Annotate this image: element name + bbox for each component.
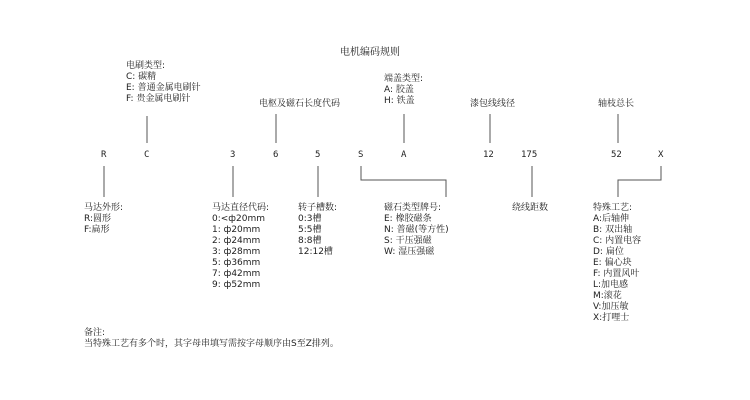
brush-type-heading: 电刷类型: [126,61,166,71]
special-process-heading: 特殊工艺: [593,203,633,213]
code-char-winding-pitch: 175 [521,150,538,160]
motor-diameter-heading: 马达直径代码: [212,203,270,213]
notes-block [84,328,339,350]
motor-shape-item: R:圆形 [84,214,112,224]
magnet-grade-item: S: 干压强磁 [384,236,432,246]
motor-diameter-item: 5: ф36mm [212,258,261,268]
motor-shape-heading: 马达外形: [84,203,124,213]
rotor-slots-block [298,203,337,258]
special-process-item: A:后轴伸 [593,214,630,224]
motor-diameter-item: 2: ф24mm [212,236,261,246]
notes-heading: 备注: [84,328,106,338]
magnet-grade-block [384,203,449,258]
rotor-slots-item: 12:12槽 [298,247,333,257]
notes-text: 当特殊工艺有多个时，其字母串填写需按字母顺序由S至Z排列。 [84,339,339,349]
page-title: 电机编码规则 [340,47,400,58]
brush-type-item: E: 普通金属电刷针 [126,83,201,93]
end-cap-heading: 端盖类型: [384,74,424,84]
special-process-item: E: 偏心块 [593,258,632,268]
special-process-item: X:打哩士 [593,313,630,323]
code-char-motor-shape: R [101,150,107,160]
connector-magnet-grade [361,166,446,197]
motor-diameter-item: 3: ф28mm [212,247,261,257]
code-char-brush-type: C [144,150,150,160]
brush-type-block [126,61,201,105]
motor-diameter-item: 0:<ф20mm [212,214,265,224]
special-process-item: M:滚花 [593,291,622,301]
enameled-wire-label: 漆包线线径 [470,99,516,109]
end-cap-item: A: 胶盖 [384,85,414,95]
motor-shape-block [84,203,123,236]
motor-diameter-item: 9: ф52mm [212,280,261,290]
rotor-slots-item: 5:5槽 [298,225,322,235]
magnet-grade-heading: 磁石类型牌号: [384,203,442,213]
shaft-length-label: 轴枝总长 [598,99,635,109]
code-char-armature-length: 6 [273,150,279,160]
connector-special-process [618,166,661,197]
motor-diameter-item: 7: ф42mm [212,269,261,279]
special-process-item: L:加电感 [593,280,629,290]
special-process-item: D: 扁位 [593,247,624,257]
armature-magnet-length-label: 电枢及磁石长度代码 [259,99,341,109]
motor-diameter-block [212,203,269,291]
end-cap-block [384,74,423,107]
code-char-magnet-grade: S [358,150,364,160]
magnet-grade-item: E: 橡胶磁条 [384,214,432,224]
code-char-end-cap: A [401,150,407,160]
code-char-rotor-slots: 5 [315,150,321,160]
end-cap-item: H: 铁盖 [384,96,415,106]
winding-pitch-label: 绕线距数 [512,203,549,213]
special-process-item: C: 内置电容 [593,236,642,246]
rotor-slots-item: 0:3槽 [298,214,322,224]
brush-type-item: C: 碳精 [126,72,157,82]
brush-type-item: F: 贵金属电刷针 [126,94,191,104]
rotor-slots-item: 8:8槽 [298,236,322,246]
special-process-item: B: 双出轴 [593,225,633,235]
magnet-grade-item: N: 普磁(等方性) [384,225,449,235]
special-process-block [593,203,641,324]
magnet-grade-item: W: 湿压强磁 [384,247,435,257]
special-process-item: V:加压敏 [593,302,629,312]
code-char-enameled-wire: 12 [483,150,494,160]
motor-diameter-item: 1: ф20mm [212,225,261,235]
special-process-item: F: 内置风叶 [593,269,640,279]
code-char-special-process: X [658,150,664,160]
rotor-slots-heading: 转子槽数: [298,203,338,213]
motor-shape-item: F:扁形 [84,225,110,235]
code-char-shaft-length: 52 [611,150,622,160]
code-char-diameter: 3 [230,150,236,160]
